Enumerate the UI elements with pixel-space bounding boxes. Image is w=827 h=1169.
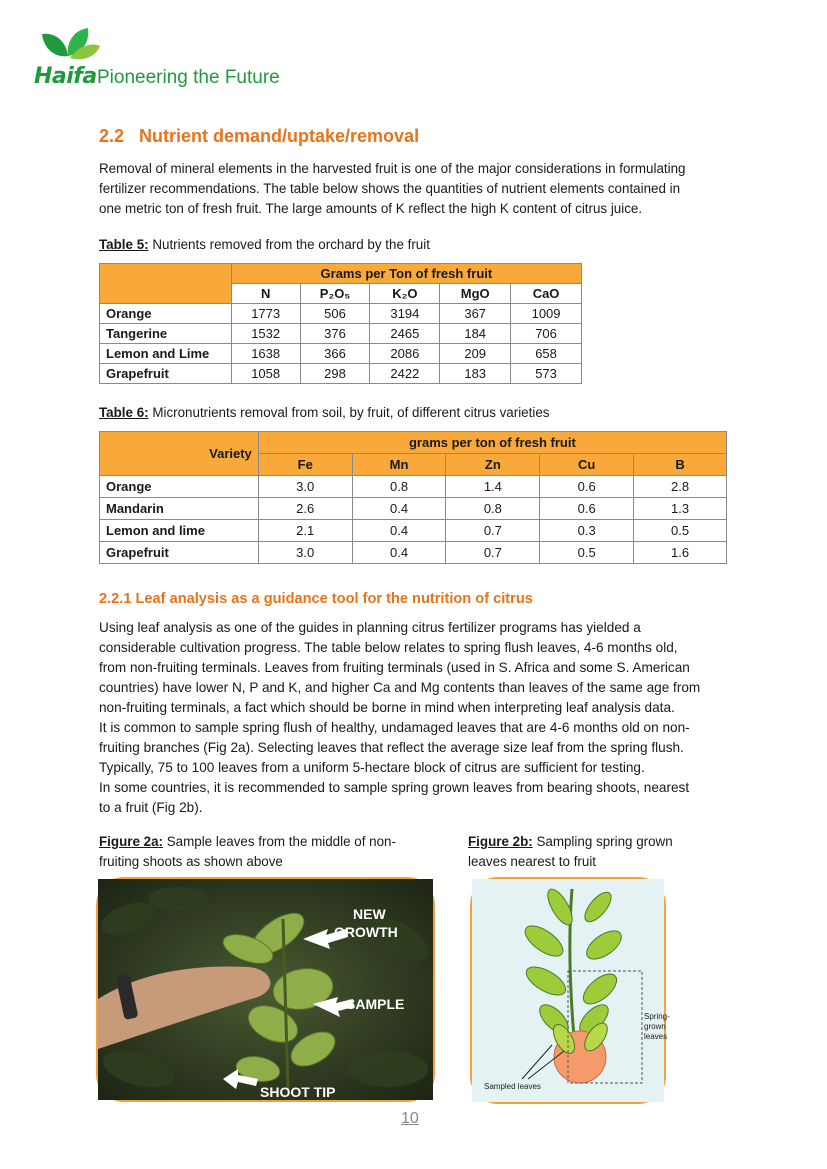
table-cell: 2.6: [258, 498, 352, 520]
haifa-logo-wordmark: Haifa: [34, 64, 97, 89]
row-label: Lemon and lime: [100, 520, 259, 542]
table-row: [100, 324, 582, 344]
figure2b-label: Figure 2b:: [468, 834, 533, 849]
table-cell: 2086: [370, 344, 440, 364]
table6-col-header: Fe: [258, 454, 352, 476]
table-cell: 506: [300, 304, 370, 324]
row-label: Grapefruit: [100, 364, 232, 384]
annotation-sampled-leaves: Sampled leaves: [484, 1082, 541, 1091]
figure2a-caption-line: fruiting shoots as shown above: [99, 854, 283, 869]
intro-paragraph: [99, 159, 729, 219]
table-cell: 2422: [370, 364, 440, 384]
table-cell: 573: [511, 364, 582, 384]
figure2b-diagram: [472, 879, 670, 1102]
table5-col-header: K₂O: [370, 284, 440, 304]
table-row: [100, 476, 727, 498]
table-cell: 1532: [231, 324, 300, 344]
section-heading: [99, 126, 419, 147]
table-cell: 209: [440, 344, 511, 364]
table5: [99, 263, 582, 384]
tagline: Pioneering the Future: [97, 67, 280, 88]
table-cell: 0.8: [446, 498, 540, 520]
table-row: [100, 542, 727, 564]
subsection-heading: 2.2.1 Leaf analysis as a guidance tool for the nutrition of citrus: [99, 591, 533, 607]
row-label: Tangerine: [100, 324, 232, 344]
table6-col-header: Mn: [352, 454, 446, 476]
table6-col-header: Zn: [446, 454, 540, 476]
figure2a-caption-line: Sample leaves from the middle of non-: [163, 834, 396, 849]
intro-line: fertilizer recommendations. The table below shows the quantities of nutrient elements contained in: [99, 181, 681, 196]
intro-line: Removal of mineral elements in the harvested fruit is one of the major considerations in formulating: [99, 161, 686, 176]
leaf-analysis-paragraph: [99, 618, 729, 818]
table6-col-header: B: [634, 454, 727, 476]
table6-caption: [99, 403, 549, 423]
table-row: [100, 520, 727, 542]
paragraph-line: It is common to sample spring flush of healthy, undamaged leaves that are 4-6 months old on non-: [99, 720, 690, 735]
table5-col-header: N: [231, 284, 300, 304]
table6-caption-text: Micronutrients removal from soil, by fruit, of different citrus varieties: [148, 405, 550, 420]
figure2a-image: [96, 877, 435, 1102]
paragraph-line: from non-fruiting terminals. Leaves from fruiting terminals (used in S. Africa and some S. American: [99, 660, 690, 675]
table-cell: 0.5: [540, 542, 634, 564]
table5-col-header: P₂O₅: [300, 284, 370, 304]
table-cell: 1.4: [446, 476, 540, 498]
paragraph-line: fruiting branches (Fig 2a). Selecting leaves that reflect the average size leaf from the spring flush.: [99, 740, 684, 755]
table-cell: 0.8: [352, 476, 446, 498]
paragraph-line: Using leaf analysis as one of the guides in planning citrus fertilizer programs has yielded a: [99, 620, 641, 635]
table-cell: 1638: [231, 344, 300, 364]
table5-caption-label: Table 5:: [99, 237, 149, 252]
row-label: Grapefruit: [100, 542, 259, 564]
annotation-new: NEW: [353, 906, 386, 922]
annotation-grown: grown: [644, 1022, 666, 1031]
table-cell: 376: [300, 324, 370, 344]
table-cell: 0.4: [352, 520, 446, 542]
paragraph-line: Typically, 75 to 100 leaves from a uniform 5-hectare block of citrus are sufficient for testing.: [99, 760, 645, 775]
figure2a-caption: [99, 832, 439, 872]
figure2b-caption-line: leaves nearest to fruit: [468, 854, 597, 869]
figure2b-caption-line: Sampling spring grown: [532, 834, 673, 849]
annotation-leaves: leaves: [644, 1032, 668, 1041]
table-cell: 184: [440, 324, 511, 344]
annotation-growth: GROWTH: [334, 924, 398, 940]
section-title: Nutrient demand/uptake/removal: [139, 126, 420, 146]
table6-group-header: grams per ton of fresh fruit: [258, 432, 726, 454]
table-row: [100, 344, 582, 364]
row-label: Orange: [100, 304, 232, 324]
annotation-shoot-tip: SHOOT TIP: [260, 1084, 336, 1100]
table-cell: 706: [511, 324, 582, 344]
table-cell: 0.6: [540, 476, 634, 498]
table6-caption-label: Table 6:: [99, 405, 149, 420]
table-cell: 183: [440, 364, 511, 384]
annotation-spring: Spring-: [644, 1012, 670, 1021]
paragraph-line: countries) have lower N, P and K, and higher Ca and Mg contents than leaves of the same age from: [99, 680, 701, 695]
table-cell: 1009: [511, 304, 582, 324]
table-cell: 0.4: [352, 498, 446, 520]
annotation-sample: SAMPLE: [346, 996, 405, 1012]
table-cell: 0.5: [634, 520, 727, 542]
table-cell: 366: [300, 344, 370, 364]
table-cell: 2.8: [634, 476, 727, 498]
table-cell: 367: [440, 304, 511, 324]
table5-group-header: Grams per Ton of fresh fruit: [231, 264, 581, 284]
table5-col-header: CaO: [511, 284, 582, 304]
figure2b-image: [470, 877, 670, 1104]
table-cell: 658: [511, 344, 582, 364]
table-cell: 298: [300, 364, 370, 384]
table5-caption-text: Nutrients removed from the orchard by the fruit: [148, 237, 430, 252]
row-label: Lemon and Lime: [100, 344, 232, 364]
figure2b-caption: [468, 832, 728, 872]
table-cell: 0.4: [352, 542, 446, 564]
table-cell: 0.3: [540, 520, 634, 542]
row-label: Mandarin: [100, 498, 259, 520]
table5-caption: [99, 235, 430, 255]
paragraph-line: to a fruit (Fig 2b).: [99, 800, 203, 815]
table-cell: 3.0: [258, 476, 352, 498]
table-row: [100, 498, 727, 520]
table-cell: 1773: [231, 304, 300, 324]
paragraph-line: non-fruiting terminals, a fact which should be borne in mind when interpreting leaf analysis data.: [99, 700, 675, 715]
table6: [99, 431, 727, 564]
section-number: 2.2: [99, 126, 125, 146]
table-row: [100, 304, 582, 324]
row-label: Orange: [100, 476, 259, 498]
figure2a-photo: [98, 879, 433, 1100]
table-cell: 3194: [370, 304, 440, 324]
table6-col-header: Cu: [540, 454, 634, 476]
paragraph-line: In some countries, it is recommended to sample spring grown leaves from bearing shoots, nearest: [99, 780, 690, 795]
table-row: [100, 364, 582, 384]
table-cell: 3.0: [258, 542, 352, 564]
table5-col-header: MgO: [440, 284, 511, 304]
paragraph-line: considerable cultivation progress. The table below relates to spring flush leaves, 4-6 months old,: [99, 640, 678, 655]
table6-variety-header: Variety: [100, 432, 259, 476]
table-cell: 0.7: [446, 542, 540, 564]
table-cell: 1058: [231, 364, 300, 384]
table-cell: 0.6: [540, 498, 634, 520]
table-cell: 1.3: [634, 498, 727, 520]
page-number: 10: [401, 1110, 419, 1127]
table5-corner-cell: [100, 264, 232, 304]
table-cell: 1.6: [634, 542, 727, 564]
table-cell: 2.1: [258, 520, 352, 542]
table-cell: 0.7: [446, 520, 540, 542]
intro-line: one metric ton of fresh fruit. The large amounts of K reflect the high K content of citrus juice.: [99, 201, 643, 216]
table-cell: 2465: [370, 324, 440, 344]
figure2a-label: Figure 2a:: [99, 834, 163, 849]
